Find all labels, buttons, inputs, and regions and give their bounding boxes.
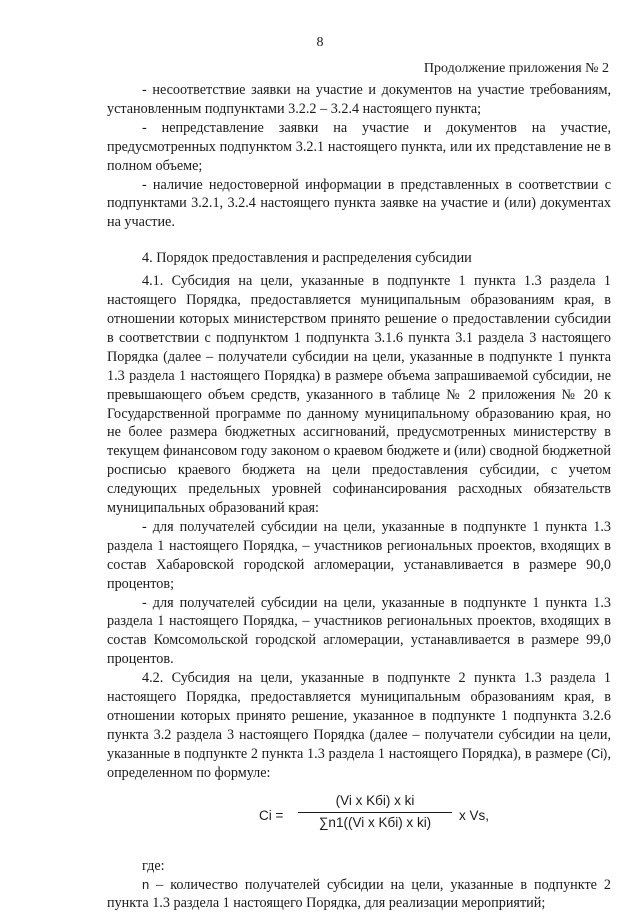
section-heading: 4. Порядок предоставления и распределения субсидии [142,250,472,267]
paragraph-4-1: 4.1. Субсидия на цели, указанные в подпункте 1 пункта 1.3 раздела 1 настоящего Порядка, предоставляется муниципальным образованиям края, в отношении которых министерством принято решение о предоставлении субсидии в соответствии с подпунктом 1 подпункта 3.1.6 пункта 3.1 раздела 3 настоящего Порядка (далее – получатели субсидии на цели, указанные в подпункте 1 пункта 1.3 раздела 1 настоящего Порядка) в размере объема запрашиваемой субсидии, не превышающего объем средств, указанного в таблице № 2 приложения № 20 к Государственной программе по данному муниципальному образованию края, но не более размера бюджетных ассигнований, предусмотренных министерству в текущем финансовом году законом о краевом бюджете и (или) сводной бюджетной росписью краевого бюджета на цели предоставления субсидии, с учетом следующих предельных уровней софинансирования расходных обязательств муниципальных образований края: [107,273,611,517]
formula-tail: x Vs, [459,807,490,823]
list-item: - для получателей субсидии на цели, указанные в подпункте 1 пункта 1.3 раздела 1 настоящего Порядка, – участников региональных проектов, входящих в состав Комсомольской городской агломерации, устанавливается в размере 99,0 процентов. [107,594,611,668]
continuation-label: Продолжение приложения № 2 [423,61,609,76]
paragraph-4-2-text: 4.2. Субсидия на цели, указанные в подпункте 2 пункта 1.3 раздела 1 настоящего Порядка, предоставляется муниципальным образованиям края, в отношении которых принято решение, указанное в подпункте 1 подпункта 3.2.6 пункта 3.2 раздела 3 настоящего Порядка (далее – получатели субсидии на цели, указанные в подпункте 2 пункта 1.3 раздела 1 настоящего Порядка), в размере [107,670,611,762]
document-body [107,81,611,913]
definition-symbol: n [142,876,150,892]
spacer [107,845,611,857]
list-item: - несоответствие заявки на участие и документов на участие требованиям, установленным подпунктами 3.2.2 – 3.2.4 настоящего пункта; [107,82,611,117]
formula-fraction [296,792,454,833]
formula-denominator: ∑n1((Vi x Kбi) x ki) [318,814,432,830]
list-item: - для получателей субсидии на цели, указанные в подпункте 1 пункта 1.3 раздела 1 настоящего Порядка, – участников региональных проектов, входящих в состав Хабаровской городской агломерации, устанавливается в размере 90,0 процентов; [107,518,611,592]
page-number: 8 [316,35,324,50]
definition-text: – количество получателей субсидии на цели, указанные в подпункте 2 пункта 1.3 раздела 1 настоящего Порядка, для реализации мероприятий; [107,876,611,912]
paragraph-4-2 [107,669,611,782]
list-item: - наличие недостоверной информации в представленных в соответствии с подпунктами 3.2.1, 3.2.4 настоящего пункта заявке на участие и (или) документах на участие. [107,176,611,231]
definition-n [107,876,611,913]
where-label: где: [142,857,165,874]
formula-numerator: (Vi x Kбi) x ki [335,792,415,808]
list-item: - непредставление заявки на участие и документов на участие, предусмотренных подпунктом 3.2.1 настоящего пункта, или их представление не в полном объеме; [107,119,611,174]
paragraph-4-2-tail: , определенном по формуле: [107,745,611,781]
formula [107,787,611,845]
formula-lhs: Ci = [259,807,284,823]
formula-symbol: (Ci) [586,745,608,761]
